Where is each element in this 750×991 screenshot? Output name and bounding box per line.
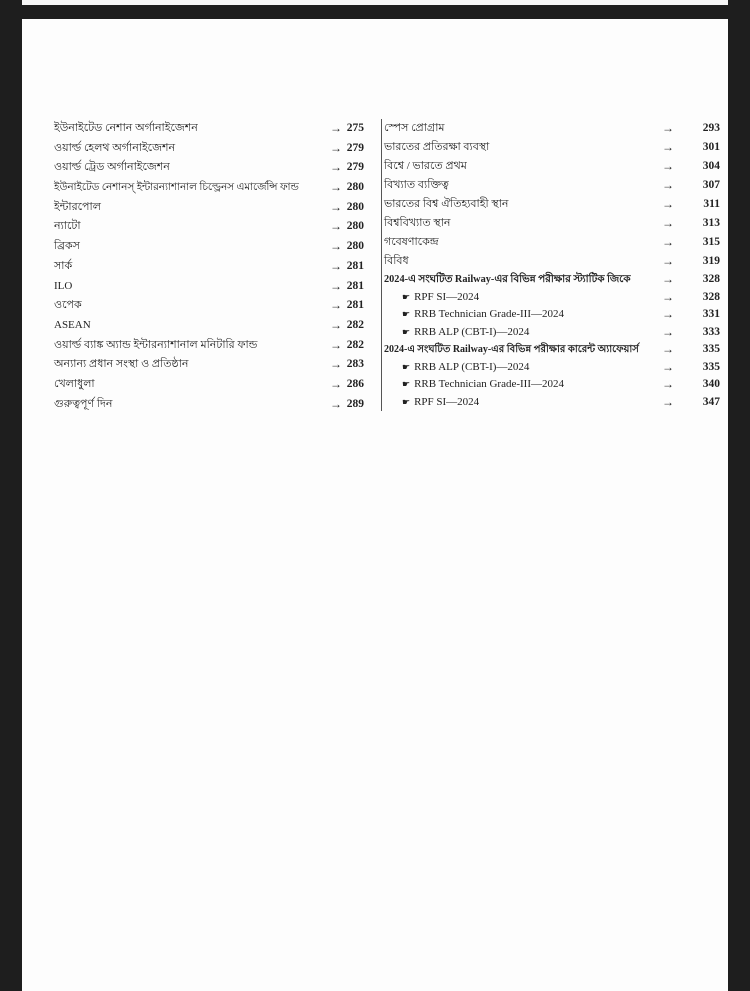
toc-entry: বিবিধ → 319 (384, 252, 694, 271)
arrow-icon: → (330, 160, 342, 175)
toc-entry: ইন্টারপোল → 280 (54, 198, 364, 218)
toc-entry: ন্যাটো → 280 (54, 217, 364, 237)
toc-entry: ইউনাইটেড নেশানস্ ইন্টারন্যাশানাল চিল্ড্রেনস এমার্জেন্সি ফান্ড → 280 (54, 178, 364, 198)
arrow-icon: → (662, 197, 674, 211)
pointing-hand-icon: ☛ (402, 309, 411, 319)
arrow-icon: → (330, 317, 342, 332)
arrow-icon: → (330, 180, 342, 195)
toc-entry: ILO → 281 (54, 277, 364, 297)
arrow-icon: → (662, 289, 674, 304)
toc-entry: ভারতের প্রতিরক্ষা ব্যবস্থা → 301 (384, 138, 694, 157)
arrow-icon: → (330, 357, 342, 372)
toc-entry: বিশ্ববিখ্যাত স্থান → 313 (384, 214, 694, 233)
arrow-icon: → (330, 219, 342, 234)
arrow-icon: → (662, 216, 674, 230)
toc-entry: গুরুত্বপূর্ণ দিন → 289 (54, 395, 364, 415)
toc-left-column (54, 119, 364, 414)
arrow-icon: → (330, 396, 342, 411)
arrow-icon: → (662, 121, 674, 135)
arrow-icon: → (330, 376, 342, 391)
toc-entry: ব্রিকস → 280 (54, 237, 364, 257)
toc-entry: ওয়ার্ল্ড ট্রেড অর্গানাইজেশন → 279 (54, 158, 364, 178)
arrow-icon: → (662, 254, 674, 268)
toc-entry: অন্যান্য প্রধান সংস্থা ও প্রতিষ্ঠান → 283 (54, 355, 364, 375)
toc-entry: ASEAN → 282 (54, 316, 364, 336)
toc-sub-entry: ☛ RPF SI—2024 → 347 (384, 394, 694, 412)
toc-entry: খেলাধুলা → 286 (54, 375, 364, 395)
toc-entry: ভারতের বিশ্ব ঐতিহ্যবাহী স্থান → 311 (384, 195, 694, 214)
toc-sub-entry: ☛ RPF SI—2024 → 328 (384, 289, 694, 307)
toc-entry: ওয়ার্ল্ড হেলথ অর্গানাইজেশন → 279 (54, 139, 364, 159)
arrow-icon: → (662, 342, 674, 356)
toc-entry: বিখ্যাত ব্যক্তিত্ব → 307 (384, 176, 694, 195)
arrow-icon: → (662, 307, 674, 321)
arrow-icon: → (662, 359, 674, 374)
arrow-icon: → (662, 394, 674, 409)
toc-section-heading: 2024-এ সংঘটিত Railway-এর বিভিন্ন পরীক্ষার স্ট্যাটিক জিকে → 328 (384, 271, 694, 289)
arrow-icon: → (662, 159, 674, 173)
pointing-hand-icon: ☛ (402, 396, 411, 407)
previous-page-edge (22, 0, 728, 5)
arrow-icon: → (330, 278, 342, 293)
toc-entry: বিশ্বে / ভারতে প্রথম → 304 (384, 157, 694, 176)
toc-sub-entry: ☛ RRB Technician Grade-III—2024 → 340 (384, 376, 694, 394)
toc-entry: স্পেস প্রোগ্রাম → 293 (384, 119, 694, 138)
arrow-icon: → (330, 337, 342, 352)
pointing-hand-icon: ☛ (402, 379, 411, 389)
arrow-icon: → (330, 199, 342, 214)
pointing-hand-icon: ☛ (402, 291, 411, 302)
arrow-icon: → (662, 235, 674, 249)
toc-entry: সার্ক → 281 (54, 257, 364, 277)
toc-entry: গবেষণাকেন্দ্র → 315 (384, 233, 694, 252)
arrow-icon: → (330, 140, 342, 155)
arrow-icon: → (330, 298, 342, 313)
toc-sub-entry: ☛ RRB ALP (CBT-I)—2024 → 333 (384, 324, 694, 342)
arrow-icon: → (662, 272, 674, 286)
arrow-icon: → (662, 377, 674, 391)
pointing-hand-icon: ☛ (402, 361, 411, 372)
toc-section-heading: 2024-এ সংঘটিত Railway-এর বিভিন্ন পরীক্ষার কারেন্ট অ্যাফেয়ার্স → 335 (384, 341, 694, 359)
arrow-icon: → (330, 121, 342, 135)
document-page (22, 19, 728, 991)
arrow-icon: → (662, 178, 674, 192)
arrow-icon: → (662, 324, 674, 339)
arrow-icon: → (330, 239, 342, 254)
toc-entry: ওয়ার্ল্ড ব্যাঙ্ক অ্যান্ড ইন্টারন্যাশানাল মনিটারি ফান্ড → 282 (54, 336, 364, 356)
arrow-icon: → (662, 140, 674, 154)
toc-sub-entry: ☛ RRB Technician Grade-III—2024 → 331 (384, 306, 694, 324)
arrow-icon: → (330, 258, 342, 273)
toc-entry: ইউনাইটেড নেশান অর্গানাইজেশন → 275 (54, 119, 364, 139)
toc-entry: ওপেক → 281 (54, 296, 364, 316)
toc-right-column (381, 119, 720, 411)
pointing-hand-icon: ☛ (402, 326, 411, 337)
toc-sub-entry: ☛ RRB ALP (CBT-I)—2024 → 335 (384, 359, 694, 377)
